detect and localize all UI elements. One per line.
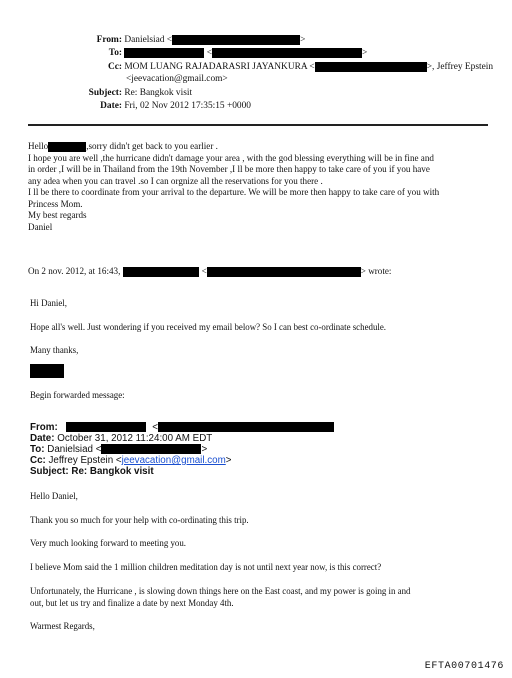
- message-line-1: [28, 141, 439, 153]
- cc-value: MOM LUANG RAJADARASRI JAYANKURA <: [124, 62, 315, 73]
- fwd-cc-prefix: Jeffrey Epstein <: [48, 455, 122, 466]
- document-id: EFTA00701476: [424, 661, 504, 672]
- quote-hope: Hope all's well. Just wondering if you received my email below? So I can best co-ordinate schedule.: [30, 322, 387, 332]
- redaction-box: [66, 422, 146, 432]
- redaction-box: [172, 35, 300, 45]
- line1-rest: ,sorry didn't get back to you earlier .: [86, 141, 218, 151]
- fwd-date-value: October 31, 2012 11:24:00 AM EDT: [57, 433, 213, 444]
- to-close: >: [361, 48, 368, 59]
- email-header-date: [0, 101, 251, 112]
- from-value: Danielsiad <: [124, 35, 173, 46]
- fwd-p4a: Unfortunately, the Hurricane , is slowing down things here on the East coast, and my power is going in and: [30, 586, 411, 596]
- message-line-2: I hope you are well ,the hurricane didn't damage your area , with the god blessing everything will be in fine and: [28, 152, 434, 163]
- quote-lt: <: [201, 266, 207, 276]
- fwd-cc-label: Cc:: [30, 455, 46, 466]
- quote-begin: Begin forwarded message:: [30, 390, 125, 400]
- email-header-to: [0, 48, 367, 59]
- fwd-p3: I believe Mom said the 1 million children meditation day is not until next year now, is this correct?: [30, 562, 382, 572]
- email-header-cc: [0, 62, 493, 73]
- quote-thanks: Many thanks,: [30, 345, 79, 355]
- fwd-header-cc: [30, 455, 232, 466]
- subject-label: Subject:: [88, 88, 122, 98]
- fwd-from-label: From:: [30, 422, 58, 433]
- quote-prefix: On 2 nov. 2012, at 16:43,: [28, 266, 121, 276]
- fwd-header-subject: [30, 466, 154, 477]
- redaction-box: [30, 364, 64, 378]
- fwd-p4b: out, but let us try and finalize a date by next Monday 4th.: [30, 598, 234, 608]
- quote-wrote: > wrote:: [360, 266, 392, 276]
- hello-text: Hello: [28, 141, 49, 151]
- redaction-box: [124, 48, 204, 58]
- fwd-to-value: Danielsiad <: [47, 444, 102, 455]
- date-value: Fri, 02 Nov 2012 17:35:15 +0000: [124, 101, 251, 111]
- fwd-header-from: [30, 422, 334, 433]
- fwd-p2: Very much looking forward to meeting you.: [30, 538, 187, 548]
- redaction-box: [158, 422, 334, 432]
- fwd-header-date: [30, 433, 212, 444]
- fwd-from-lt: <: [152, 422, 158, 433]
- redaction-box: [101, 444, 201, 454]
- message-line-3: in order ,I will be in Thailand from the 19th November ,I ll be more then happy to take care of you if you have: [28, 164, 430, 174]
- message-line-4: any adea when you can travel .so I can orgnize all the reservations for you there .: [28, 175, 323, 186]
- redaction-box: [48, 142, 86, 152]
- to-label: To:: [108, 48, 122, 59]
- from-close: >: [300, 35, 306, 46]
- redaction-box: [315, 62, 427, 72]
- message-line-7: My best regards: [28, 210, 87, 220]
- cc-mid: >, Jeffrey Epstein: [426, 62, 494, 73]
- from-label: From:: [96, 35, 122, 46]
- redaction-box: [123, 267, 199, 277]
- fwd-cc-email-link[interactable]: jeevacation@gmail.com: [121, 455, 226, 466]
- cc-label: Cc:: [107, 62, 122, 73]
- message-body: [28, 141, 439, 233]
- date-label: Date:: [100, 101, 122, 111]
- fwd-cc-suffix: >: [225, 455, 232, 466]
- redaction-box: [212, 48, 362, 58]
- email-header-subject: [0, 88, 192, 99]
- to-lt: <: [206, 48, 212, 59]
- fwd-p5: Warmest Regards,: [30, 621, 95, 631]
- fwd-subject-label: Subject:: [30, 466, 69, 477]
- fwd-p1: Thank you so much for your help with co-ordinating this trip.: [30, 515, 249, 525]
- fwd-hello: Hello Daniel,: [30, 491, 78, 501]
- message-line-5: I ll be there to coordinate from your arrival to the departure. We will be more then happy to take care of you with: [28, 187, 440, 197]
- quote-hi: Hi Daniel,: [30, 298, 67, 308]
- redaction-box: [207, 267, 361, 277]
- fwd-header-to: [30, 444, 207, 455]
- fwd-date-label: Date:: [30, 433, 55, 444]
- fwd-to-label: To:: [30, 444, 45, 455]
- fwd-subject-value: Re: Bangkok visit: [71, 466, 154, 477]
- fwd-to-close: >: [201, 444, 208, 455]
- cc-line2: <jeevacation@gmail.com>: [126, 74, 228, 84]
- header-divider: [28, 124, 488, 126]
- email-header-from: [0, 35, 305, 46]
- message-line-8: Daniel: [28, 221, 53, 232]
- message-line-6: Princess Mom.: [28, 198, 83, 209]
- subject-value: Re: Bangkok visit: [124, 88, 193, 98]
- quote-attribution: [28, 266, 391, 278]
